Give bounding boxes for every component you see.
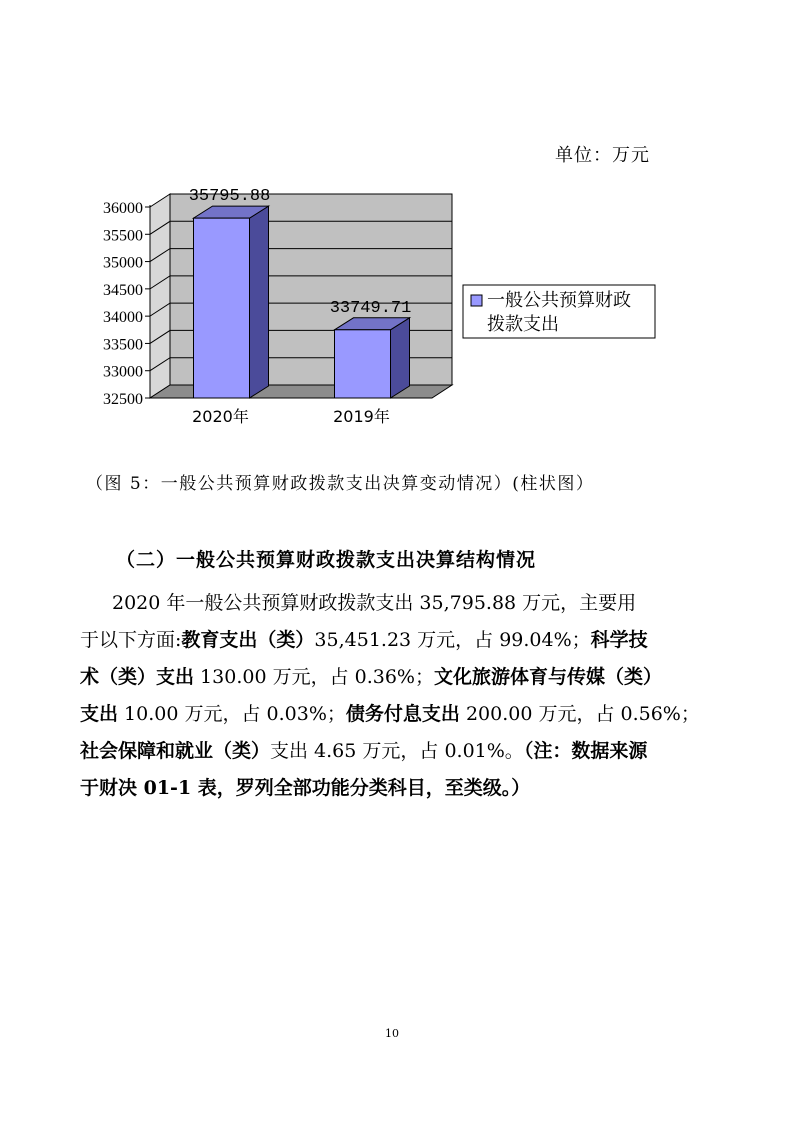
y-tick-label: 36000 [103,200,143,217]
bold-segment: 文化旅游体育与传媒（类） [433,666,662,688]
text-segment: 35,451.23 万元，占 99.04%； [314,629,591,651]
bold-segment: 支出 [80,703,119,725]
y-tick-label: 35500 [103,227,143,245]
legend-swatch [471,295,482,306]
bar-side [250,206,269,398]
y-tick-label: 33000 [103,363,143,381]
paragraph-line-1: 2020 年一般公共预算财政拨款支出 35,795.88 万元，主要用 [112,592,637,614]
bar [194,218,250,398]
text-segment: 支出 4.65 万元，占 0.01%。 [270,740,524,762]
data-label: 35795.88 [188,187,271,207]
chart-side-wall [150,194,170,398]
bold-segment: 于财决 01-1 表，罗列全部功能分类科目，至类级。） [80,777,531,799]
bar-side [391,318,410,398]
paragraph-line-5 [80,733,680,770]
y-tick-label: 35000 [103,254,143,272]
bold-segment: 债务付息支出 [345,703,460,725]
text-segment: 于以下方面: [80,629,182,651]
data-label: 33749.71 [329,298,412,318]
text-segment: 130.00 万元，占 0.36%； [194,666,434,688]
text-segment: 200.00 万元，占 0.56%； [459,703,700,725]
figure-caption: （图 5：一般公共预算财政拨款支出决算变动情况）(柱状图） [86,474,595,494]
paragraph-line-6 [80,770,680,807]
bold-segment: （注：数据来源 [523,740,648,762]
page-number: 10 [385,1027,399,1040]
legend-label-line-2: 拨款支出 [487,314,559,335]
legend-label-line-1: 一般公共预算财政 [487,290,631,311]
bar [335,330,391,398]
y-tick-label: 33500 [103,336,143,354]
section-heading: （二）一般公共预算财政拨款支出决算结构情况 [116,549,537,571]
unit-label: 单位：万元 [555,145,650,166]
y-tick-label: 34000 [103,309,143,327]
bar-chart [0,0,793,440]
bold-segment: 社会保障和就业（类） [80,740,271,762]
paragraph-line-3 [80,659,680,696]
bold-segment: 教育支出（类） [181,629,315,651]
text-segment: 10.00 万元，占 0.03%； [118,703,346,725]
x-tick-label: 2020年 [192,407,249,426]
paragraph-line-2 [80,622,680,659]
bold-segment: 术（类）支出 [80,666,195,688]
x-tick-label: 2019年 [333,407,390,426]
y-tick-label: 34500 [103,281,143,299]
body-paragraph [80,585,700,807]
paragraph-line-4 [80,696,700,733]
bold-segment: 科学技 [590,629,648,651]
y-tick-label: 32500 [103,391,143,408]
